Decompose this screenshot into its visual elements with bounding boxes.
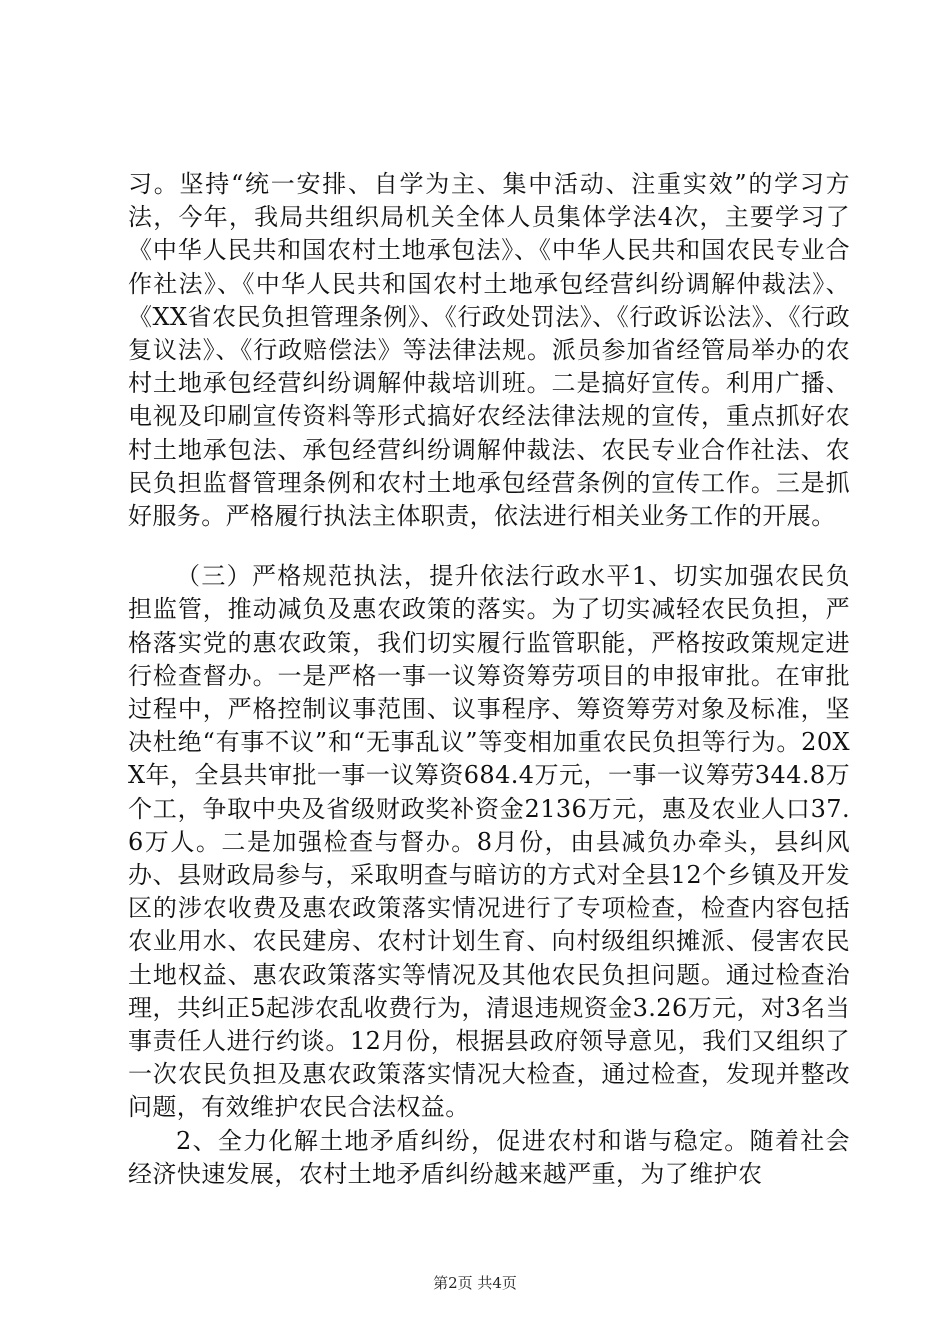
paragraph-spacer (128, 533, 850, 560)
paragraph-legal-study: 习。坚持“统一安排、自学为主、集中活动、注重实效”的学习方法，今年，我局共组织局机关全体人员集体学法4次，主要学习了《中华人民共和国农村土地承包法》、《中华人民共和国农民专业合作社法》、《中华人民共和国农村土地承包经营纠纷调解仲裁法》、《XX省农民负担管理条例》、《行政处罚法》、《行政诉讼法》、《行政复议法》、《行政赔偿法》等法律法规。派员参加省经管局举办的农村土地承包经营纠纷调解仲裁培训班。二是搞好宣传。利用广播、电视及印刷宣传资料等形式搞好农经法律法规的宣传，重点抓好农村土地承包法、承包经营纠纷调解仲裁法、农民专业合作社法、农民负担监督管理条例和农村土地承包经营条例的宣传工作。三是抓好服务。严格履行执法主体职责，依法进行相关业务工作的开展。 (128, 170, 850, 531)
page-number-footer: 第2页 共4页 (433, 1274, 517, 1292)
paragraph-standardize-enforcement: （三）严格规范执法，提升依法行政水平1、切实加强农民负担监管，推动减负及惠农政策的落实。为了切实减轻农民负担，严格落实党的惠农政策，我们切实履行监管职能，严格按政策规定进行检查督办。一是严格一事一议筹资筹劳项目的申报审批。在审批过程中，严格控制议事范围、议事程序、筹资筹劳对象及标准，坚决杜绝“有事不议”和“无事乱议”等变相加重农民负担等行为。20XX年，全县共审批一事一议筹资684.4万元，一事一议筹劳344.8万个工，争取中央及省级财政奖补资金2136万元，惠及农业人口37.6万人。二是加强检查与督办。8月份，由县减负办牵头，县纠风办、县财政局参与，采取明查与暗访的方式对全县12个乡镇及开发区的涉农收费及惠农政策落实情况进行了专项检查，检查内容包括农业用水、农民建房、农村计划生育、向村级组织摊派、侵害农民土地权益、惠农政策落实等情况及其他农民负担问题。通过检查治理，共纠正5起涉农乱收费行为，清退违规资金3.26万元，对3名当事责任人进行约谈。12月份，根据县政府领导意见，我们又组织了一次农民负担及惠农政策落实情况大检查，通过检查，发现并整改问题，有效维护农民合法权益。 (128, 562, 850, 1122)
document-body (128, 168, 850, 1191)
paragraph-land-disputes: 2、全力化解土地矛盾纠纷，促进农村和谐与稳定。随着社会经济快速发展，农村土地矛盾纠纷越来越严重，为了维护农 (128, 1126, 850, 1188)
